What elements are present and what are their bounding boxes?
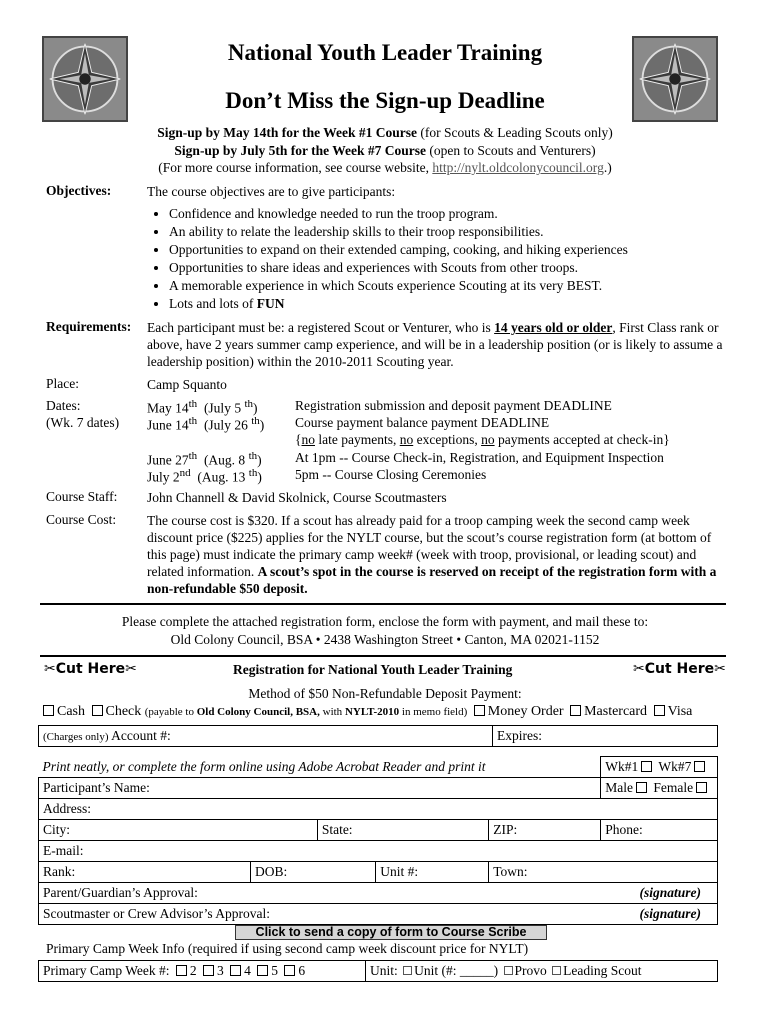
week-2-label: 2	[189, 963, 197, 978]
town-label: Town:	[493, 864, 528, 879]
objective-item: • Confidence and knowledge needed to run the troop program.	[169, 205, 729, 223]
provo-label: Provo	[514, 963, 547, 978]
payment-method-title: Method of $50 Non-Refundable Deposit Payment:	[248, 686, 522, 701]
unit-number-field[interactable]	[376, 862, 489, 883]
deadline-week1-bold: Sign-up by May 14th for the Week #1 Course	[157, 125, 418, 140]
page-title: National Youth Leader Training	[227, 40, 543, 65]
female-label: Female	[653, 780, 694, 795]
requirements-label: Requirements:	[46, 319, 132, 334]
cost-text	[147, 512, 727, 597]
rank-label: Rank:	[43, 864, 76, 879]
note-part: exceptions,	[413, 432, 482, 447]
male-label: Male	[605, 780, 633, 795]
cut-line	[40, 655, 726, 657]
deadline-week7-rest: (open to Scouts and Venturers)	[425, 143, 596, 158]
week-5-checkbox[interactable]	[257, 965, 268, 976]
week-choice-cell	[601, 757, 718, 778]
staff-value: John Channell & David Skolnick, Course Scoutmasters	[147, 490, 447, 505]
date-row	[147, 450, 262, 469]
date-row	[147, 415, 264, 434]
week-6-checkbox[interactable]	[284, 965, 295, 976]
dates-label-week7: (Wk. 7 dates)	[46, 415, 120, 430]
check-note-part: in memo field)	[399, 706, 468, 718]
dob-field[interactable]	[251, 862, 376, 883]
date-desc: 5pm -- Course Closing Ceremonies	[295, 467, 487, 482]
scoutmaster-signature-label: (signature)	[639, 906, 701, 921]
dob-label: DOB:	[255, 864, 288, 879]
date-suffix: th	[248, 450, 258, 462]
female-checkbox[interactable]	[696, 782, 707, 793]
money-order-label: Money Order	[487, 704, 564, 719]
print-note: Print neatly, or complete the form online using Adobe Acrobat Reader and print it	[42, 758, 486, 774]
note-no: no	[481, 432, 495, 447]
money-order-checkbox[interactable]	[474, 705, 485, 716]
address-label: Address:	[43, 801, 91, 816]
date-close: )	[253, 400, 258, 416]
email-field[interactable]	[39, 841, 718, 862]
week-3-checkbox[interactable]	[203, 965, 214, 976]
state-field[interactable]	[317, 820, 488, 841]
check-note	[145, 706, 468, 718]
unit-option-label: Unit (#: _____)	[414, 963, 499, 978]
objective-item: • A memorable experience in which Scouts experience Scouting at its very BEST.	[169, 277, 729, 295]
date-suffix: th	[188, 450, 198, 462]
objective-fun-bold: FUN	[256, 296, 285, 311]
objective-fun-pre: Lots and lots of	[169, 296, 257, 311]
note-no: no	[399, 432, 414, 447]
zip-field[interactable]	[489, 820, 601, 841]
check-checkbox[interactable]	[92, 705, 103, 716]
week-4-label: 4	[244, 963, 251, 978]
objective-item-fun	[169, 295, 729, 313]
print-note-cell	[39, 757, 601, 778]
place-value: Camp Squanto	[147, 377, 227, 392]
primary-week-info: Primary Camp Week Info (required if using second camp week discount price for NYLT)	[46, 941, 529, 956]
unit-checkbox[interactable]	[403, 966, 412, 975]
participant-name-field[interactable]	[39, 778, 601, 799]
week1-checkbox[interactable]	[641, 761, 652, 772]
unit-type-label: Unit:	[370, 963, 398, 978]
unit-type-cell	[366, 961, 718, 982]
note-part: payments accepted at check-in}	[494, 432, 670, 447]
week-6-label: 6	[298, 963, 306, 978]
address-field[interactable]	[39, 799, 718, 820]
date-suffix: th	[251, 415, 260, 427]
account-label: Account #:	[111, 728, 171, 743]
objectives-intro: The course objectives are to give participants:	[147, 184, 396, 199]
payment-note	[295, 432, 670, 448]
rank-field[interactable]	[39, 862, 251, 883]
parent-approval-label: Parent/Guardian’s Approval:	[43, 885, 198, 900]
registration-title: Registration for National Youth Leader Training	[233, 662, 513, 677]
week1-label: Wk#1	[605, 759, 639, 774]
note-part: late payments,	[314, 432, 400, 447]
account-table	[38, 725, 718, 747]
city-field[interactable]	[39, 820, 318, 841]
male-checkbox[interactable]	[636, 782, 647, 793]
objectives-label: Objectives:	[46, 183, 112, 198]
check-note-memo: NYLT-2010	[344, 706, 400, 718]
date-primary: June 27	[147, 452, 189, 468]
mail-address: Old Colony Council, BSA • 2438 Washington Street • Canton, MA 02021-1152	[170, 632, 600, 647]
week7-label: Wk#7	[658, 759, 692, 774]
mastercard-checkbox[interactable]	[570, 705, 581, 716]
email-label: E-mail:	[43, 843, 84, 858]
course-website-link[interactable]: http://nylt.oldcolonycouncil.org	[432, 160, 604, 175]
scoutmaster-approval-label: Scoutmaster or Crew Advisor’s Approval:	[43, 906, 270, 921]
registration-table	[38, 756, 718, 925]
date-week7: (Aug. 13	[190, 469, 249, 485]
deadline-week7-bold: Sign-up by July 5th for the Week #7 Course	[174, 143, 426, 158]
participant-name-label: Participant’s Name:	[43, 780, 150, 795]
unit-number-label: Unit #:	[380, 864, 419, 879]
date-close: )	[259, 417, 265, 433]
primary-week-cell	[39, 961, 366, 982]
course-info-post: .)	[603, 160, 612, 175]
date-suffix: th	[244, 398, 253, 410]
charges-only-note: (Charges only)	[43, 731, 109, 743]
parent-signature-label: (signature)	[639, 885, 701, 900]
account-field[interactable]	[39, 726, 493, 747]
check-note-part: (payable to	[144, 706, 197, 718]
date-primary: July 2	[147, 469, 180, 485]
date-desc: Course payment balance payment DEADLINE	[295, 415, 550, 430]
requirements-pre: Each participant must be: a registered Scout or Venturer, who is	[147, 320, 495, 335]
deadline-week1-rest: (for Scouts & Leading Scouts only)	[417, 125, 613, 140]
date-primary: June 14	[147, 417, 189, 433]
town-field[interactable]	[489, 862, 718, 883]
date-suffix: nd	[179, 467, 191, 479]
week-3-label: 3	[217, 963, 224, 978]
phone-field[interactable]	[601, 820, 718, 841]
objective-item: • An ability to relate the leadership skills to their troop responsibilities.	[169, 223, 729, 241]
objective-item: • Opportunities to expand on their extended camping, cooking, and hiking experiences	[169, 241, 729, 259]
date-suffix: th	[188, 415, 198, 427]
week7-checkbox[interactable]	[694, 761, 705, 772]
cash-label: Cash	[57, 704, 85, 719]
date-week7: (July 5	[197, 400, 245, 416]
check-note-payee: Old Colony Council, BSA,	[196, 706, 320, 718]
primary-week-table	[38, 960, 718, 982]
section-divider	[40, 603, 726, 605]
date-primary: May 14	[147, 400, 189, 416]
cost-text-body: The course cost is $320. If a scout has already paid for a troop camping week the second camp week discount price ($225) applies for the NYLT course, but the scout’s course registration form (at bottom of this page) must indicate the primary camp week# (week with troop, provisional, or leading scout) and related information.	[147, 513, 712, 579]
week-2-checkbox[interactable]	[176, 965, 187, 976]
visa-checkbox[interactable]	[654, 705, 665, 716]
date-suffix: th	[188, 398, 198, 410]
note-no: no	[301, 432, 315, 447]
check-label: Check	[105, 704, 142, 719]
expires-label: Expires:	[497, 728, 542, 743]
leading-scout-checkbox[interactable]	[552, 966, 561, 975]
date-week7: (July 26	[197, 417, 252, 433]
deadline-week1	[0, 125, 770, 141]
objective-item: • Opportunities to share ideas and experiences with Scouts from other troops.	[169, 259, 729, 277]
payment-options	[40, 704, 692, 720]
check-note-part: with	[319, 706, 345, 718]
state-label: State:	[321, 822, 353, 837]
page-subtitle: Don’t Miss the Sign-up Deadline	[225, 88, 545, 113]
cut-here-right: ✂Cut Here✂	[633, 661, 726, 677]
send-to-scribe-button[interactable]: Click to send a copy of form to Course Scribe	[235, 925, 547, 940]
requirements-post: , First Class rank or above, have 2 years summer camp experience, and will be in a leadership position (or is likely to assume a leadership position) within the 2010-2011 Scouting year.	[147, 320, 723, 369]
zip-label: ZIP:	[493, 822, 518, 837]
visa-label: Visa	[667, 704, 693, 719]
note-part: {	[295, 432, 302, 447]
dates-label: Dates:	[46, 398, 81, 413]
city-label: City:	[43, 822, 71, 837]
expires-field[interactable]	[493, 726, 718, 747]
mastercard-label: Mastercard	[584, 704, 648, 719]
date-close: )	[257, 452, 262, 468]
objectives-list	[147, 205, 729, 313]
mail-instructions: Please complete the attached registration form, enclose the form with payment, and mail these to:	[121, 614, 649, 629]
course-info-line	[0, 160, 770, 176]
leading-scout-label: Leading Scout	[563, 963, 642, 978]
date-week7: (Aug. 8	[197, 452, 249, 468]
requirements-text	[147, 319, 727, 370]
gender-cell	[601, 778, 718, 799]
cash-checkbox[interactable]	[43, 705, 54, 716]
parent-approval-field[interactable]	[39, 883, 718, 904]
date-suffix: th	[248, 467, 258, 479]
date-row	[147, 398, 258, 417]
provo-checkbox[interactable]	[504, 966, 513, 975]
primary-week-label: Primary Camp Week #:	[43, 963, 170, 978]
date-close: )	[257, 469, 262, 485]
date-desc: At 1pm -- Course Check-in, Registration, and Equipment Inspection	[295, 450, 664, 465]
place-label: Place:	[46, 376, 79, 391]
phone-label: Phone:	[605, 822, 643, 837]
cost-text-bold: A scout’s spot in the course is reserved on receipt of the registration form with a non-refundable $50 deposit.	[147, 564, 717, 596]
scoutmaster-approval-field[interactable]	[39, 904, 718, 925]
week-4-checkbox[interactable]	[230, 965, 241, 976]
deadline-week7	[0, 143, 770, 159]
course-info-pre: (For more course information, see course website,	[158, 160, 433, 175]
staff-label: Course Staff:	[46, 489, 118, 504]
date-row	[147, 467, 262, 486]
date-desc: Registration submission and deposit payment DEADLINE	[295, 398, 612, 413]
requirements-age: 14 years old or older	[494, 320, 613, 335]
cost-label: Course Cost:	[46, 512, 117, 527]
week-5-label: 5	[271, 963, 279, 978]
cut-here-left: ✂Cut Here✂	[44, 661, 137, 677]
